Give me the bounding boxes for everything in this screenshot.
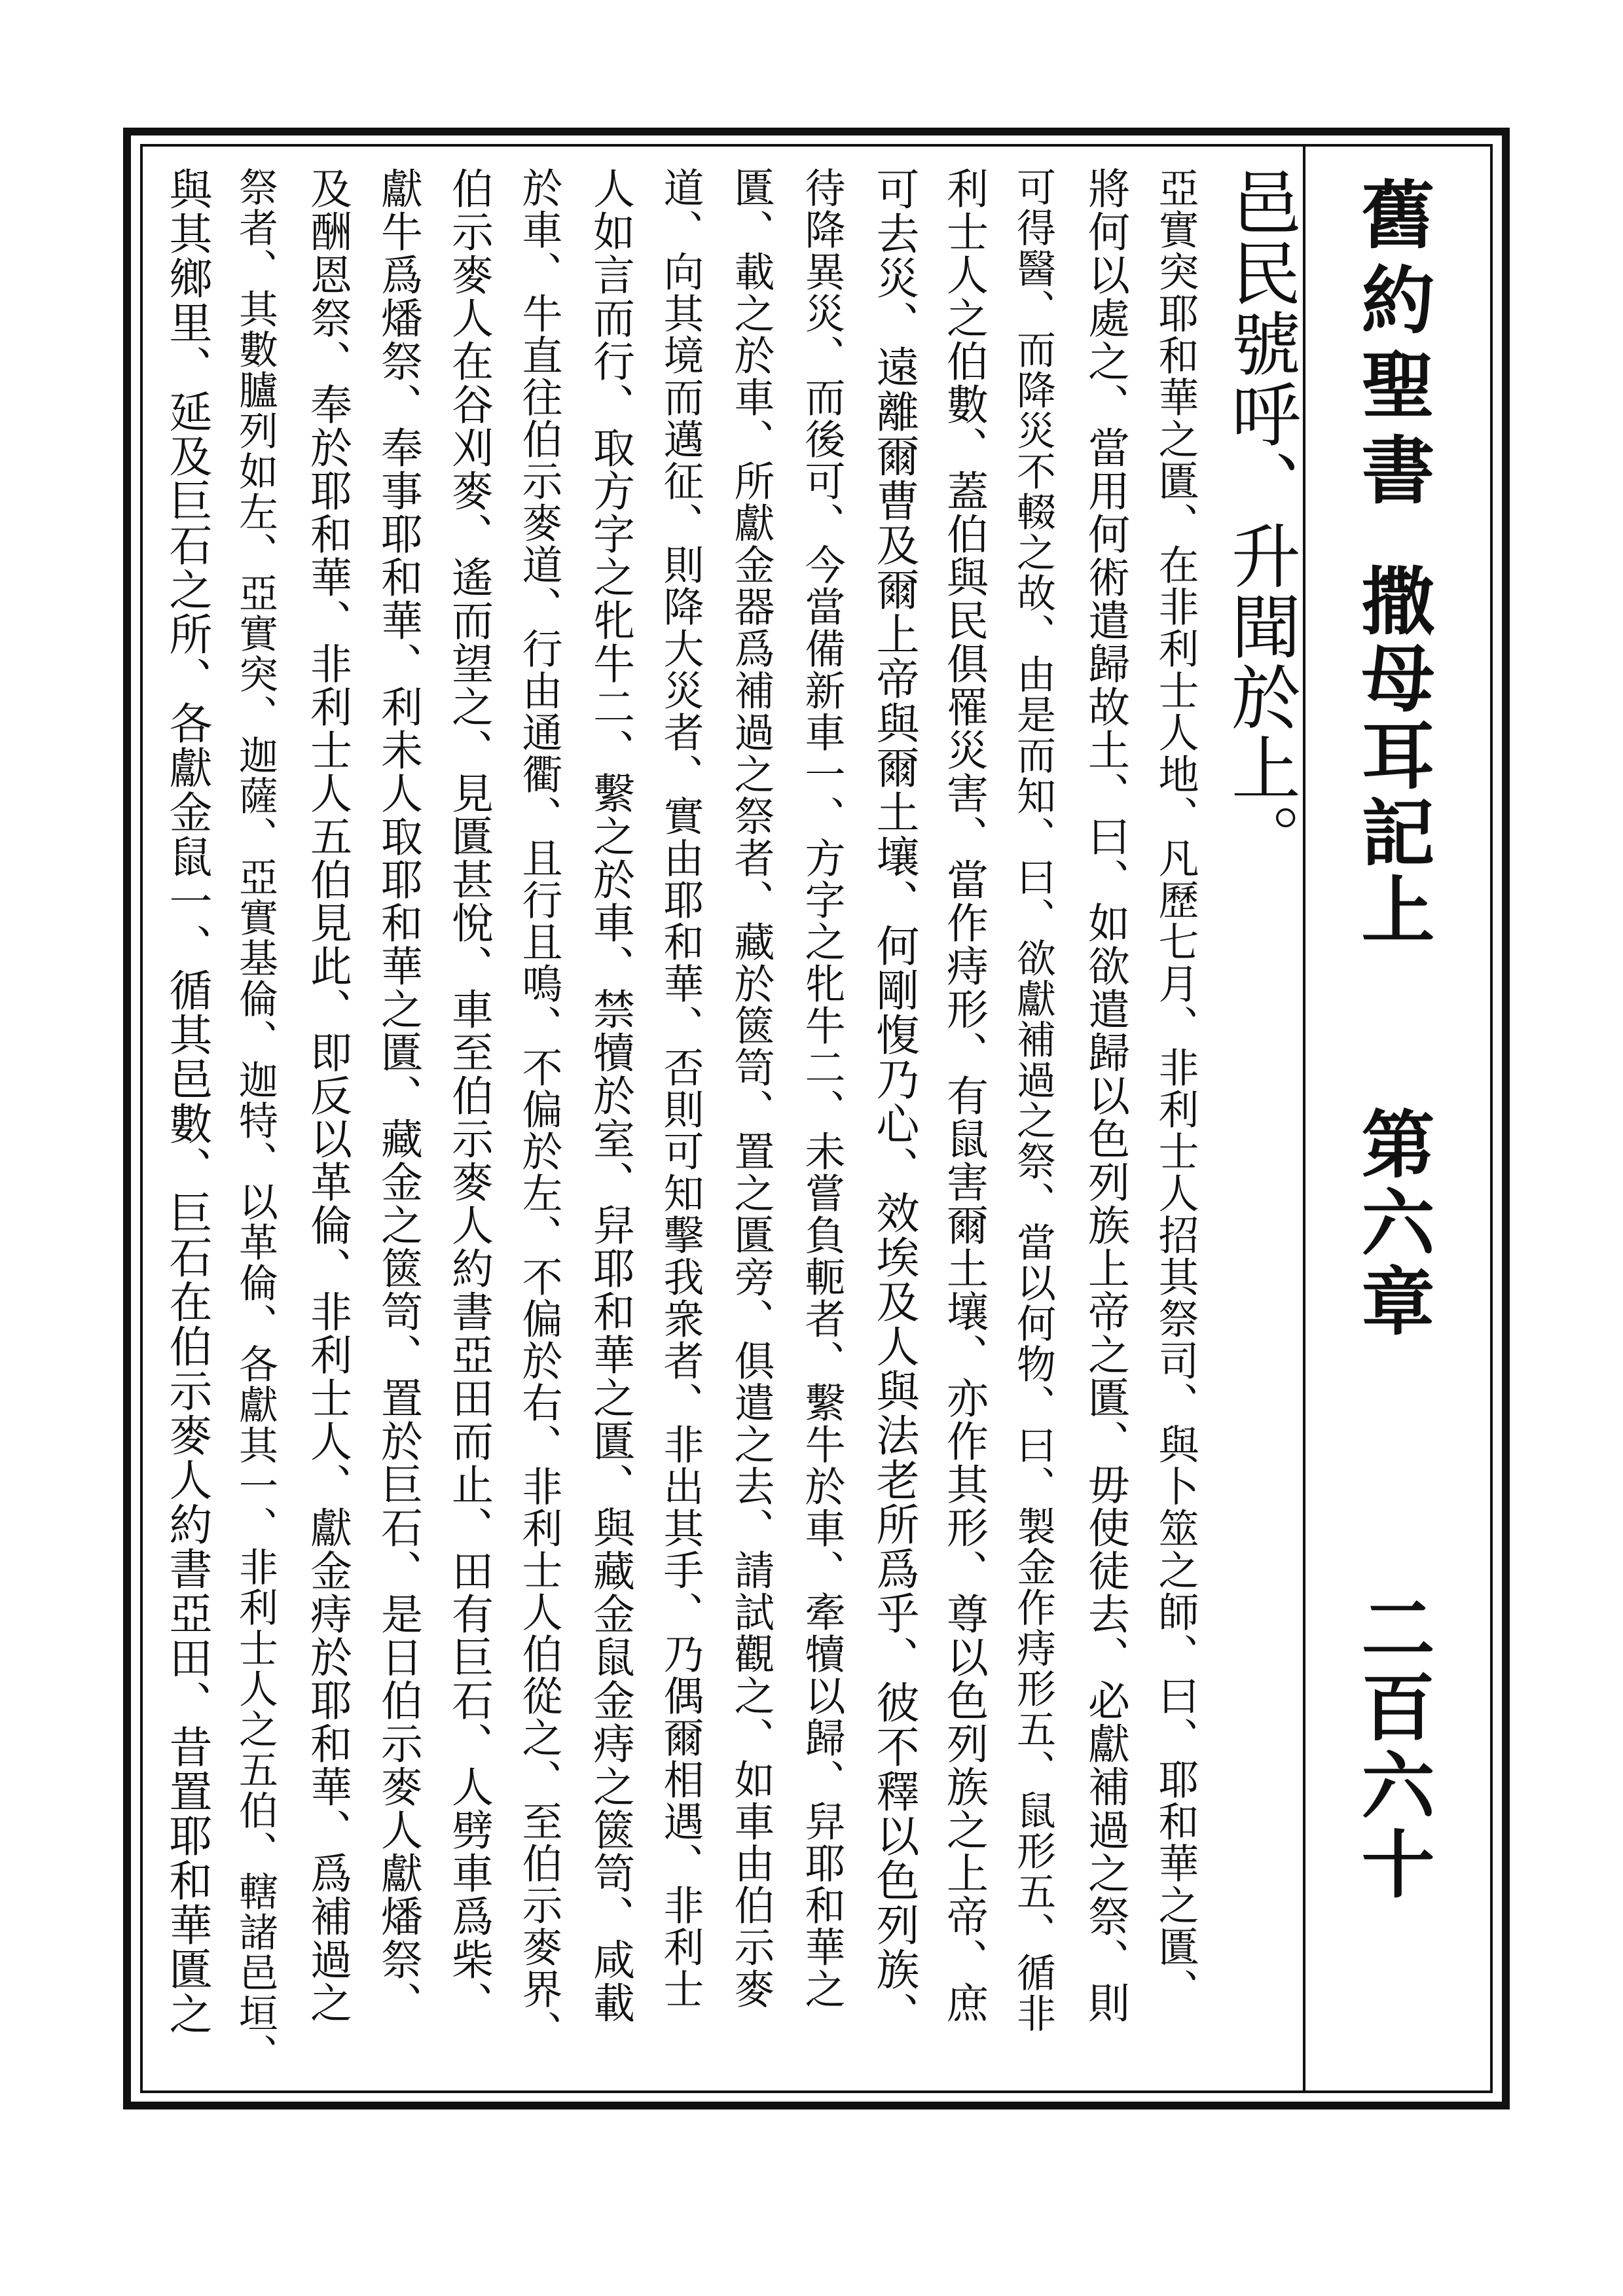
chapter-heading: 第六章 xyxy=(1349,1106,1435,1342)
book-title: 撒母耳記上 xyxy=(1349,563,1435,949)
text-column: 獻牛爲燔祭、奉事耶和華、利未人取耶和華之匱、藏金之篋笥、置於巨石、是日伯示麥人獻燔祭、 xyxy=(374,167,422,2024)
text-column: 祭者、其數臚列如左、亞實突、迦薩、亞實基倫、迦特、以革倫、各獻其一、非利士人之五伯、轄諸邑垣、 xyxy=(232,167,278,2074)
text-column: 邑民號呼、升聞於上。 xyxy=(1220,167,1301,874)
text-column: 待降異災、而後可、今當備新車一、方字之牝牛二、未嘗負軛者、繫牛於車、牽犢以歸、舁耶和華之 xyxy=(798,167,846,2010)
page-number: 二百六十 xyxy=(1349,1590,1435,1905)
text-column: 可得醫、而降災不輟之故、由是而知、曰、欲獻補過之祭、當以何物、曰、製金作痔形五、鼠形五、循非 xyxy=(1010,167,1056,2034)
running-title: 舊約聖書 xyxy=(1349,177,1435,517)
text-column: 可去災、遠離爾曹及爾上帝與爾土壤、何剛愎乃心、效埃及人與法老所爲乎、彼不釋以色列族、 xyxy=(869,167,919,2036)
text-column: 及酬恩祭、奉於耶和華、非利士人五伯見此、即反以革倫、非利士人、獻金痔於耶和華、爲補過之 xyxy=(303,167,352,2024)
text-column: 匱、載之於車、所獻金器爲補過之祭者、藏於篋笥、置之匱旁、俱遣之去、請試觀之、如車由伯示麥 xyxy=(727,167,775,2010)
header-column-rule xyxy=(1303,145,1305,2092)
text-column: 人如言而行、取方字之牝牛二、繫之於車、禁犢於室、舁耶和華之匱、與藏金鼠金痔之篋笥、咸載 xyxy=(586,167,634,2024)
text-column: 與其鄉里、延及巨石之所、各獻金鼠一、循其邑數、巨石在伯示麥人約書亞田、昔置耶和華匱之 xyxy=(162,167,212,2036)
text-column: 將何以處之、當用何術遣歸故土、曰、如欲遣歸以色列族上帝之匱、毋使徒去、必獻補過之祭、則 xyxy=(1081,167,1129,2024)
text-column: 亞實突耶和華之匱、在非利士人地、凡歷七月、非利士人招其祭司、與卜筮之師、曰、耶和華之匱、 xyxy=(1152,167,1199,2010)
text-column: 道、向其境而邁征、則降大災者、實由耶和華、否則可知擊我衆者、非出其手、乃偶爾相遇、非利士 xyxy=(657,167,704,2010)
text-column: 於車、牛直往伯示麥道、行由通衢、且行且鳴、不偏於左、不偏於右、非利士人伯從之、至伯示麥界、 xyxy=(515,167,563,2052)
text-column: 伯示麥人在谷刈麥、遙而望之、見匱甚悅、車至伯示麥人約書亞田而止、田有巨石、人劈車爲柴、 xyxy=(445,167,493,2024)
text-column: 利士人之伯數、蓋伯與民俱罹災害、當作痔形、有鼠害爾土壤、亦作其形、尊以色列族之上帝、庶 xyxy=(939,167,988,2024)
